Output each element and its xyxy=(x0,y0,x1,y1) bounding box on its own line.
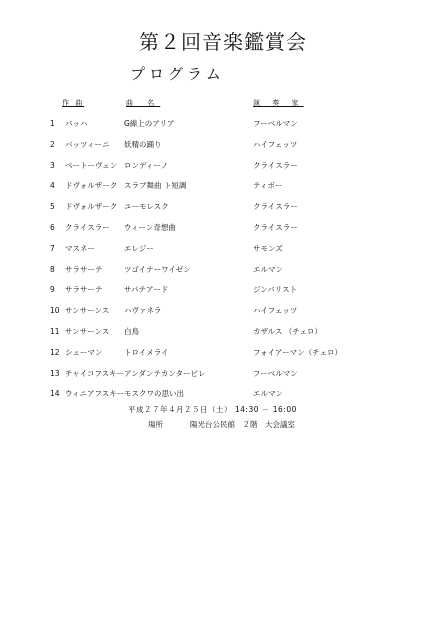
row-number: 9 xyxy=(50,285,55,295)
row-composer: シューマン xyxy=(65,347,103,357)
row-piece: ユーモレスク xyxy=(124,202,169,212)
row-performer: フーベルマン xyxy=(253,368,298,378)
row-number: 4 xyxy=(50,181,55,191)
row-performer: ジンバリスト xyxy=(253,285,298,295)
program-row xyxy=(0,197,446,218)
row-piece: アンダンテカンタービレ xyxy=(124,368,206,378)
row-composer: ベートーヴェン xyxy=(65,160,118,170)
row-number: 11 xyxy=(50,326,60,336)
row-number: 3 xyxy=(50,160,55,170)
row-piece: スラブ舞曲 ト短調 xyxy=(124,181,187,191)
row-composer: チャイコフスキー xyxy=(65,368,125,378)
row-piece: 妖精の踊り xyxy=(124,139,162,149)
header-composer: 作 曲 xyxy=(62,99,85,107)
row-piece: トロイメライ xyxy=(124,347,169,357)
row-performer: カザルス （チェロ） xyxy=(253,326,323,336)
row-composer: ウィニアフスキー xyxy=(65,389,125,399)
page-title: 第２回音楽鑑賞会 xyxy=(139,30,307,54)
row-piece: 白鳥 xyxy=(124,326,139,336)
row-performer: クライスラー xyxy=(253,222,298,232)
row-piece: ロンディーノ xyxy=(124,160,169,170)
row-performer: フーベルマン xyxy=(253,119,298,128)
row-composer: サンサーンス xyxy=(65,326,110,336)
row-number: 12 xyxy=(50,347,60,357)
program-row xyxy=(0,114,446,135)
row-performer: ハイフェッツ xyxy=(253,139,298,149)
row-composer: サンサーンス xyxy=(65,306,110,316)
row-number: 6 xyxy=(50,222,55,232)
program-list xyxy=(0,114,446,405)
program-row xyxy=(0,260,446,281)
row-composer: バッハ xyxy=(65,119,88,128)
program-row xyxy=(0,218,446,239)
row-performer: エルマン xyxy=(253,264,283,274)
row-piece: ハヴァネラ xyxy=(124,306,162,316)
program-row xyxy=(0,156,446,177)
program-row xyxy=(0,239,446,260)
program-row xyxy=(0,176,446,197)
event-date-time: 平成２７年４月２５日（土） 14:30 － 16:00 xyxy=(128,405,297,414)
row-performer: ハイフェッツ xyxy=(253,306,298,316)
program-row xyxy=(0,301,446,322)
program-row xyxy=(0,280,446,301)
row-performer: エルマン xyxy=(253,389,283,399)
program-row xyxy=(0,384,446,405)
row-number: 5 xyxy=(50,202,55,212)
row-number: 13 xyxy=(50,368,60,378)
program-row xyxy=(0,364,446,385)
row-composer: バッツィーニ xyxy=(65,139,110,149)
row-performer: クライスラー xyxy=(253,202,298,212)
row-performer: クライスラー xyxy=(253,160,298,170)
row-composer: サラサーテ xyxy=(65,285,103,295)
row-number: 7 xyxy=(50,243,55,253)
row-composer: クライスラー xyxy=(65,222,110,232)
row-piece: サパテアード xyxy=(124,285,169,295)
venue-value: 陽光台公民館 ２階 大会議室 xyxy=(190,420,295,429)
row-performer: サモンズ xyxy=(253,243,283,253)
row-performer: フォイアーマン（チェロ） xyxy=(253,347,342,357)
row-composer: ドヴォルザーク xyxy=(65,202,118,212)
program-subtitle: プログラム xyxy=(130,65,225,83)
row-piece: エレジー xyxy=(124,243,154,253)
row-number: 2 xyxy=(50,139,55,149)
header-performer: 演 奏 家 xyxy=(253,99,304,107)
venue-label: 場所 xyxy=(148,420,163,429)
row-composer: サラサーテ xyxy=(65,264,103,274)
row-number: 14 xyxy=(50,389,60,399)
header-piece: 曲 名 xyxy=(126,99,161,107)
row-piece: ウィーン奇想曲 xyxy=(124,222,176,232)
row-number: 8 xyxy=(50,264,55,274)
program-row xyxy=(0,135,446,156)
program-row xyxy=(0,343,446,364)
row-piece: ツゴイナーワイゼン xyxy=(124,264,191,274)
row-performer: ティボー xyxy=(253,181,283,191)
row-composer: マスネー xyxy=(65,243,95,253)
row-number: 10 xyxy=(50,306,60,316)
program-row xyxy=(0,322,446,343)
row-piece: モスクワの思い出 xyxy=(124,389,184,399)
row-piece: G線上のアリア xyxy=(124,119,175,128)
row-number: 1 xyxy=(50,119,55,128)
row-composer: ドヴォルザーク xyxy=(65,181,118,191)
